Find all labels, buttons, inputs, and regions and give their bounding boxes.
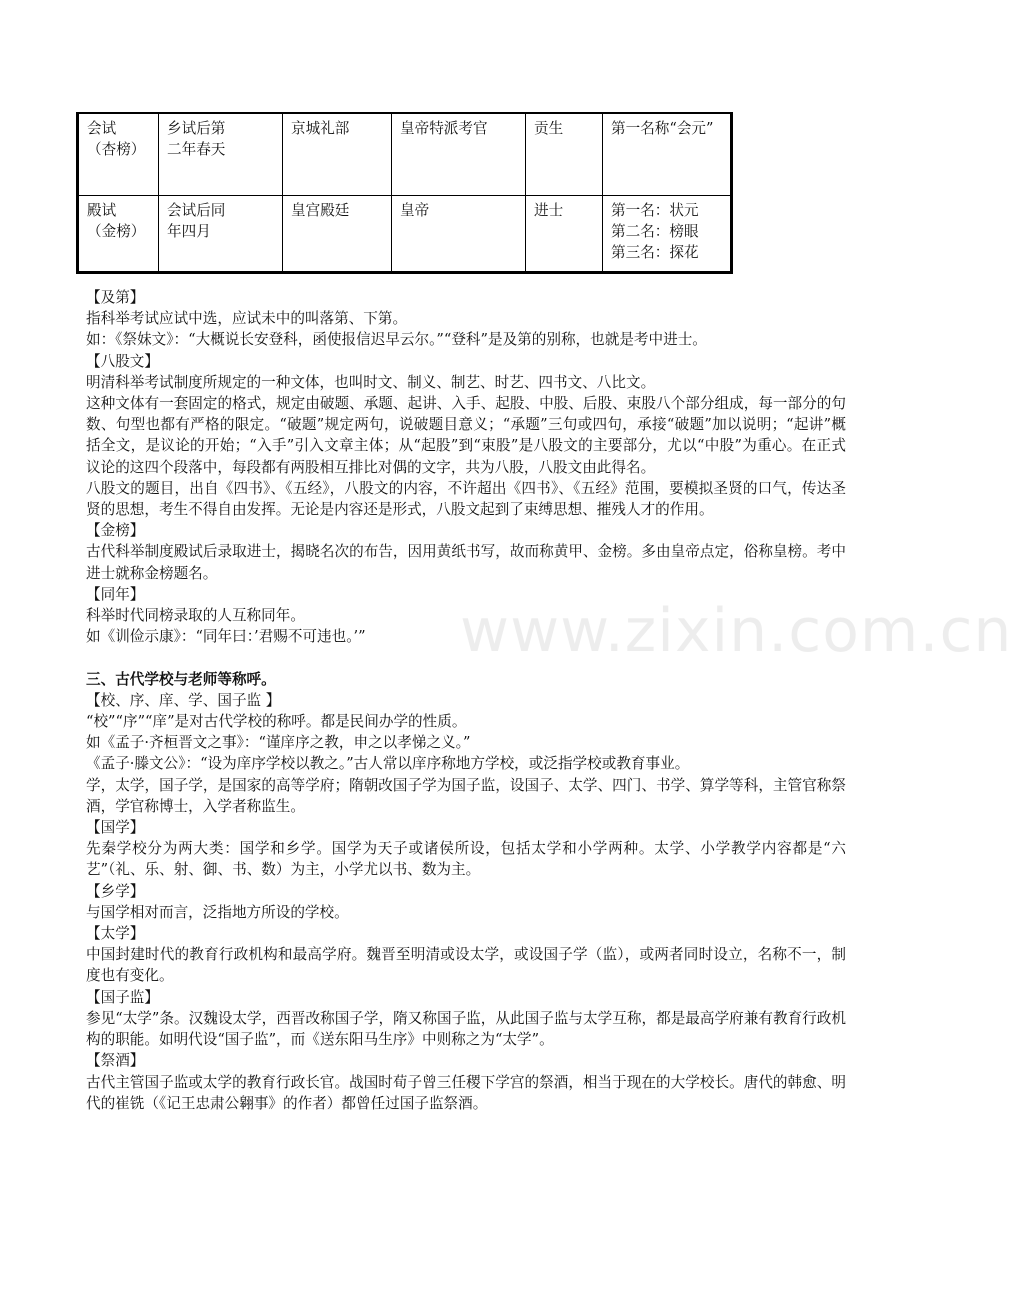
table-row	[78, 196, 732, 273]
paragraph: 中国封建时代的教育行政机构和最高学府。魏晋至明清或设太学，或设国子学（监），或两者同时设立，名称不一，制度也有变化。	[86, 946, 846, 985]
table-cell: 会试后同 年四月	[159, 196, 283, 273]
table-cell: 殿试 （金榜）	[78, 196, 159, 273]
table-cell: 皇宫殿廷	[283, 196, 392, 273]
paragraph: 如《训俭示康》：“同年曰：’君赐不可违也。’”	[86, 628, 366, 646]
exam-table	[76, 112, 733, 274]
term-heading: 【祭酒】	[86, 1052, 145, 1070]
table-cell: 会试 （杏榜）	[78, 113, 159, 196]
paragraph: 指科举考试应试中选，应试未中的叫落第、下第。	[86, 310, 408, 328]
table-cell: 进士	[526, 196, 603, 273]
table-cell: 乡试后第 二年春天	[159, 113, 283, 196]
table-cell: 第一名称“会元”	[603, 113, 732, 196]
paragraph: 八股文的题目，出自《四书》、《五经》，八股文的内容，不许超出《四书》、《五经》范围，要模拟圣贤的口气，传达圣贤的思想，考生不得自由发挥。无论是内容还是形式，八股文起到了束缚思想、摧残人才的作用。	[86, 479, 846, 519]
term-heading: 【同年】	[86, 585, 145, 603]
term-heading: 【金榜】	[86, 522, 145, 540]
term-heading: 【八股文】	[86, 352, 159, 370]
table-row	[78, 113, 732, 196]
table-cell: 第一名：状元 第二名：榜眼 第三名：探花	[603, 196, 732, 273]
watermark: www.zixin.com.cn	[460, 596, 1012, 666]
document-body	[86, 287, 846, 1114]
blank-line	[86, 647, 846, 668]
paragraph: 如《孟子·齐桓晋文之事》：“谨庠序之教，申之以孝悌之义。”	[86, 734, 471, 752]
section-heading: 三、古代学校与老师等称呼。	[86, 670, 276, 688]
table-cell: 贡生	[526, 113, 603, 196]
paragraph: 古代科举制度殿试后录取进士，揭晓名次的布告，因用黄纸书写，故而称黄甲、金榜。多由皇帝点定，俗称皇榜。考中进士就称金榜题名。	[86, 543, 846, 582]
paragraph: 先秦学校分为两大类：国学和乡学。国学为天子或诸侯所设，包括太学和小学两种。太学、小学教学内容都是“六艺”（礼、乐、射、御、书、数）为主，小学尤以书、数为主。	[86, 840, 846, 879]
paragraph: 《孟子·滕文公》：“设为庠序学校以教之。”古人常以庠序称地方学校，或泛指学校或教育事业。	[86, 755, 690, 773]
paragraph: 学，太学，国子学，是国家的高等学府；隋朝改国子学为国子监，设国子、太学、四门、书学、算学等科，主管官称祭酒，学官称博士，入学者称监生。	[86, 776, 846, 815]
table-cell: 京城礼部	[283, 113, 392, 196]
paragraph: 古代主管国子监或太学的教育行政长官。战国时荀子曾三任稷下学宫的祭酒，相当于现在的大学校长。唐代的韩愈、明代的崔铣（《记王忠肃公翱事》的作者）都曾任过国子监祭酒。	[86, 1073, 846, 1112]
paragraph: “校”“序”“庠”是对古代学校的称呼。都是民间办学的性质。	[86, 713, 467, 731]
term-heading: 【国学】	[86, 819, 145, 837]
term-heading: 【及第】	[86, 289, 145, 306]
term-heading: 【校、序、庠、学、国子监 】	[86, 691, 281, 709]
term-heading: 【国子监】	[86, 988, 159, 1006]
paragraph: 参见“太学”条。汉魏设太学，西晋改称国子学，隋又称国子监，从此国子监与太学互称，都是最高学府兼有教育行政机构的职能。如明代设“国子监”，而《送东阳马生序》中则称之为“太学”。	[86, 1009, 846, 1049]
paragraph: 科举时代同榜录取的人互称同年。	[86, 607, 305, 625]
paragraph: 这种文体有一套固定的格式，规定由破题、承题、起讲、入手、起股、中股、后股、束股八个部分组成，每一部分的句数、句型也都有严格的限定。“破题”规定两句，说破题目意义；“承题”三句或四句，承接“破题”加以说明；“起讲”概括全文，是议论的开始；“入手”引入文章主体；从“起股”到“束股”是八股文的主要部分，尤以“中股”为重心。在正式议论的这四个段落中，每段都有两股相互排比对偶的文字，共为八股，八股文由此得名。	[86, 395, 846, 476]
term-heading: 【太学】	[86, 925, 145, 943]
paragraph: 与国学相对而言，泛指地方所设的学校。	[86, 903, 349, 921]
term-heading: 【乡学】	[86, 882, 145, 900]
table-cell: 皇帝特派考官	[392, 113, 526, 196]
paragraph: 如：《祭妹文》：“大概说长安登科，函使报信迟早云尔。”“登科”是及第的别称，也就是考中进士。	[86, 331, 707, 349]
paragraph: 明清科举考试制度所规定的一种文体，也叫时文、制义、制艺、时艺、四书文、八比文。	[86, 373, 656, 391]
table-cell: 皇帝	[392, 196, 526, 273]
